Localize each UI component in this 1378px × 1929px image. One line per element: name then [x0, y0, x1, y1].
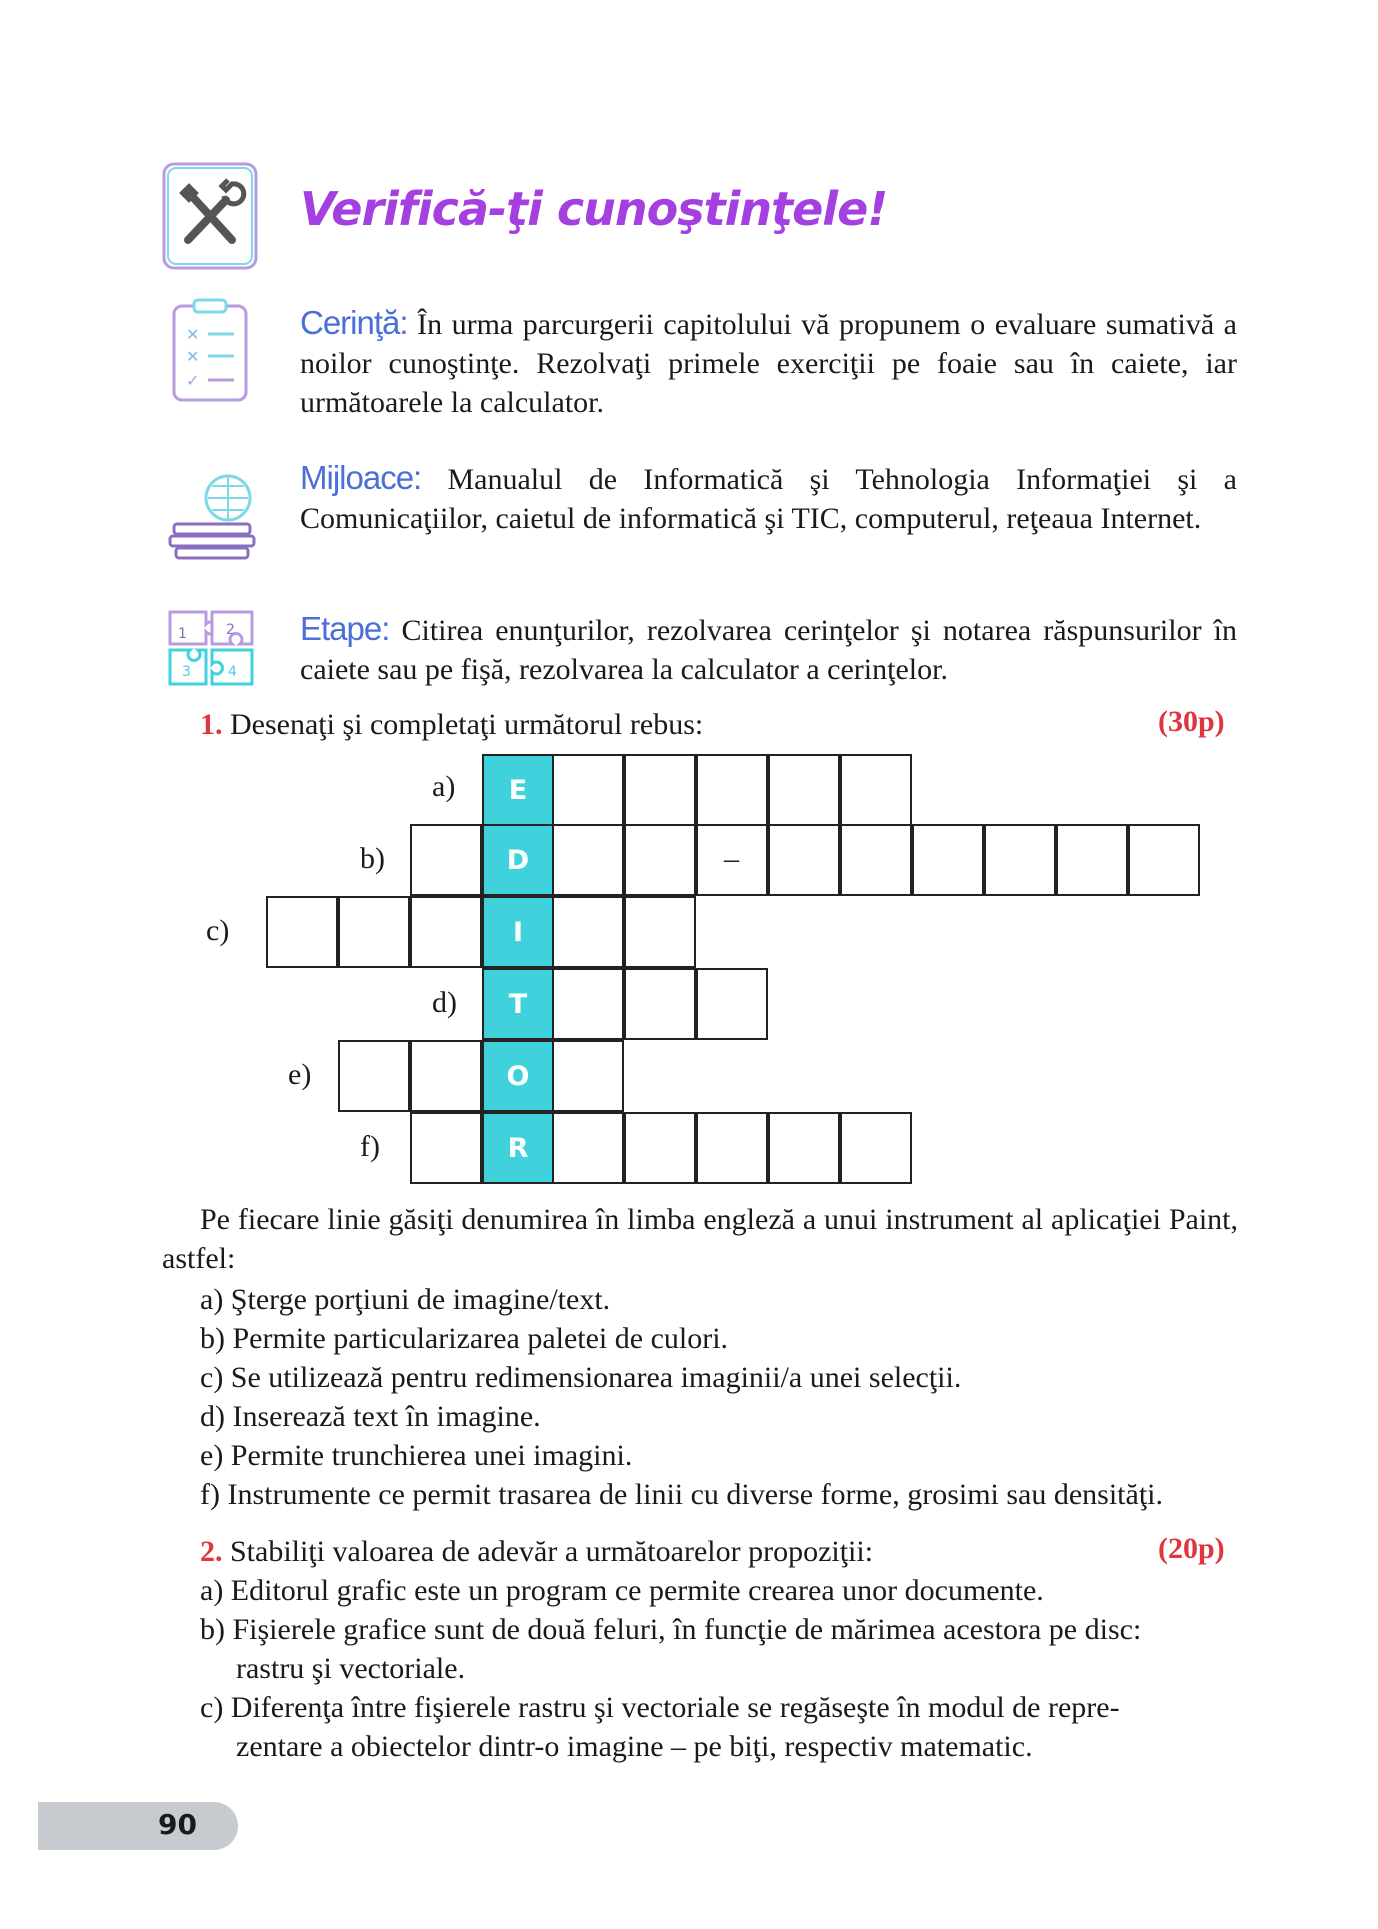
exercise1-text: Desenaţi şi completaţi următorul rebus:: [222, 708, 704, 741]
row-label-f: f): [360, 1130, 380, 1163]
crossword-cell: [410, 896, 482, 968]
crossword-cell: [840, 754, 912, 826]
checklist-icon: [170, 298, 250, 404]
globe-books-icon: [164, 470, 260, 560]
statement-b-cont: rastru şi vectoriale.: [236, 1652, 466, 1685]
crossword-cell: [410, 1040, 482, 1112]
row-label-b: b): [360, 842, 385, 875]
cerinta-text: În urma parcurgerii capitolului vă propunem o evaluare sumativă a noilor cunoştinţe. Rezolvaţi primele exerciţii pe foaie sau în caiete, iar următoarele la calculator.: [300, 308, 1237, 419]
crossword-cell: [624, 824, 696, 896]
crossword-cell: [410, 824, 482, 896]
crossword-cell: [338, 1040, 410, 1112]
etape-text: Citirea enunţurilor, rezolvarea cerinţelor şi notarea răspunsurilor în caiete sau pe fişă, rezolvarea la calculator a cerinţelor.: [300, 614, 1237, 686]
exercise2-number: 2.: [200, 1535, 223, 1568]
clue-e: e) Permite trunchierea unei imagini.: [200, 1439, 633, 1472]
clue-c: c) Se utilizează pentru redimensionarea imaginii/a unei selecţii.: [200, 1361, 962, 1394]
statement-c-cont: zentare a obiectelor dintr-o imagine – pe biţi, respectiv matematic.: [236, 1730, 1033, 1763]
svg-text:2: 2: [226, 622, 235, 638]
page-number-tab: [38, 1802, 238, 1850]
crossword-cell: [552, 1112, 624, 1184]
clue-a: a) Şterge porţiuni de imagine/text.: [200, 1283, 611, 1316]
exercise1-number: 1.: [200, 708, 223, 741]
svg-text:✕: ✕: [186, 325, 200, 344]
crossword-cell: [624, 754, 696, 826]
crossword-key-cell: T: [482, 968, 554, 1040]
crossword-cell: [552, 824, 624, 896]
crossword-cell: [624, 968, 696, 1040]
svg-text:1: 1: [178, 626, 187, 642]
crossword-dash: –: [724, 842, 739, 875]
section-etape: [300, 609, 1237, 689]
crossword-cell: [410, 1112, 482, 1184]
svg-text:3: 3: [182, 664, 191, 680]
crossword-cell: [338, 896, 410, 968]
crossword-cell: [768, 824, 840, 896]
crossword-cell: [912, 824, 984, 896]
svg-text:✕: ✕: [186, 347, 200, 366]
crossword-cell: [768, 1112, 840, 1184]
section-cerinta: [300, 303, 1237, 422]
crossword-key-cell: O: [482, 1040, 554, 1112]
clue-f: f) Instrumente ce permit trasarea de linii cu diverse forme, grosimi sau densităţi.: [200, 1478, 1164, 1511]
crossword-cell: [624, 1112, 696, 1184]
crossword-cell: [1056, 824, 1128, 896]
row-label-e: e): [288, 1058, 312, 1091]
crossword-cell: [624, 896, 696, 968]
crossword-cell: [768, 754, 840, 826]
crossword-cell: [696, 754, 768, 826]
svg-text:✓: ✓: [186, 371, 200, 390]
crossword-key-cell: R: [482, 1112, 554, 1184]
tools-icon: [160, 160, 260, 272]
crossword-cell: [840, 824, 912, 896]
mijloace-label: Mijloace:: [300, 459, 422, 496]
crossword-cell: [1128, 824, 1200, 896]
crossword-cell: [552, 1040, 624, 1112]
crossword-cell: [552, 968, 624, 1040]
statement-a: a) Editorul grafic este un program ce permite crearea unor documente.: [200, 1574, 1044, 1607]
crossword-cell: [552, 754, 624, 826]
page-title: Verifică-ţi cunoştinţele!: [300, 182, 888, 236]
puzzle-icon: [164, 604, 260, 690]
crossword-cell: [552, 896, 624, 968]
clue-d: d) Inserează text în imagine.: [200, 1400, 541, 1433]
page-number: 90: [158, 1808, 197, 1841]
crossword-cell: [696, 968, 768, 1040]
row-label-a: a): [432, 770, 456, 803]
cerinta-label: Cerinţă:: [300, 304, 408, 341]
section-mijloace: [300, 458, 1237, 538]
row-label-c: c): [206, 914, 230, 947]
crossword-cell: [984, 824, 1056, 896]
etape-label: Etape:: [300, 610, 390, 647]
crossword-key-cell: D: [482, 824, 554, 896]
svg-text:4: 4: [228, 664, 237, 680]
crossword-cell: [840, 1112, 912, 1184]
mijloace-text: Manualul de Informatică şi Tehnologia Informaţiei şi a Comunicaţiilor, caietul de informatică şi TIC, computerul, reţeaua Internet.: [300, 463, 1237, 535]
exercise1-points: (30p): [1158, 705, 1225, 738]
crossword-key-cell: E: [482, 754, 554, 826]
crossword-cell: [696, 1112, 768, 1184]
statement-c: c) Diferenţa între fişierele rastru şi vectoriale se regăseşte în modul de repre-: [200, 1691, 1120, 1724]
crossword-cell: [266, 896, 338, 968]
exercise2-heading: [200, 1532, 873, 1571]
exercise1-heading: [200, 705, 703, 744]
exercise1-intro: Pe fiecare linie găsiţi denumirea în limba engleză a unui instrument al aplicaţiei Paint, astfel:: [162, 1203, 1238, 1275]
clue-b: b) Permite particularizarea paletei de culori.: [200, 1322, 729, 1355]
exercise2-text: Stabiliţi valoarea de adevăr a următoarelor propoziţii:: [222, 1535, 874, 1568]
crossword-key-cell: I: [482, 896, 554, 968]
statement-b: b) Fişierele grafice sunt de două feluri, în funcţie de mărimea acestora pe disc:: [200, 1613, 1142, 1646]
row-label-d: d): [432, 986, 457, 1019]
exercise2-points: (20p): [1158, 1532, 1225, 1565]
